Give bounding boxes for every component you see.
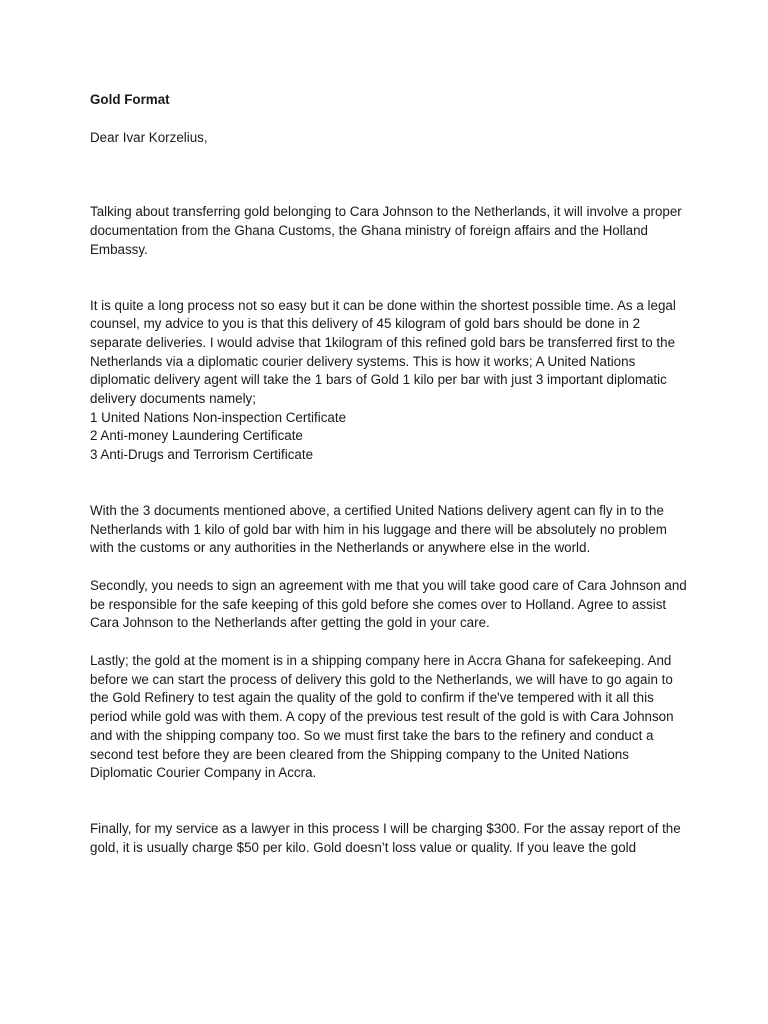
paragraph-agreement: Secondly, you needs to sign an agreement with me that you will take good care of Cara Johnson and be responsible for the safe keeping of this gold before she comes over to Holland. Agree to assist Cara Johnson to the Netherlands after getting the gold in your care. bbox=[90, 577, 687, 631]
list-item-certificate-2: 2 Anti-money Laundering Certificate bbox=[90, 428, 303, 444]
salutation: Dear Ivar Korzelius, bbox=[90, 129, 208, 145]
paragraph-refinery: Lastly; the gold at the moment is in a shipping company here in Accra Ghana for safekeeping. And before we can start the process of delivery this gold to the Netherlands, we will have to go again to the Gold Refinery to test again the quality of the gold to confirm if the've tempered with it all this period while gold was with them. A copy of the previous test result of the gold is with Cara Johnson and with the shipping company too. So we must first take the bars to the refinery and conduct a second test before they are been cleared from the Shipping company to the United Nations Diplomatic Courier Company in Accra. bbox=[90, 653, 674, 781]
paragraph-transfer-intro: Talking about transferring gold belonging to Cara Johnson to the Netherlands, it will involve a proper documentation from the Ghana Customs, the Ghana ministry of foreign affairs and the Holland Embassy. bbox=[90, 204, 682, 257]
list-item-certificate-3: 3 Anti-Drugs and Terrorism Certificate bbox=[90, 447, 314, 463]
list-item-certificate-1: 1 United Nations Non-inspection Certificate bbox=[90, 409, 347, 425]
paragraph-process: It is quite a long process not so easy but it can be done within the shortest possible time. As a legal counsel, my advice to you is that this delivery of 45 kilogram of gold bars should be done in 2 separate deliveries. I would advise that 1kilogram of this refined gold bars be transferred first to the Netherlands via a diplomatic courier delivery systems. This is how it works; A United Nations diplomatic delivery agent will take the 1 bars of Gold 1 kilo per bar with just 3 important diplomatic delivery documents namely; bbox=[90, 297, 676, 407]
document-page bbox=[90, 91, 690, 857]
paragraph-fees: Finally, for my service as a lawyer in this process I will be charging $300. For the assay report of the gold, it is usually charge $50 per kilo. Gold doesn’t loss value or quality. If you leave the gold bbox=[90, 820, 681, 855]
paragraph-documents: With the 3 documents mentioned above, a certified United Nations delivery agent can fly in to the Netherlands with 1 kilo of gold bar with him in his luggage and there will be absolutely no problem with the customs or any authorities in the Netherlands or anywhere else in the world. bbox=[90, 502, 667, 556]
document-title: Gold Format bbox=[90, 92, 170, 107]
